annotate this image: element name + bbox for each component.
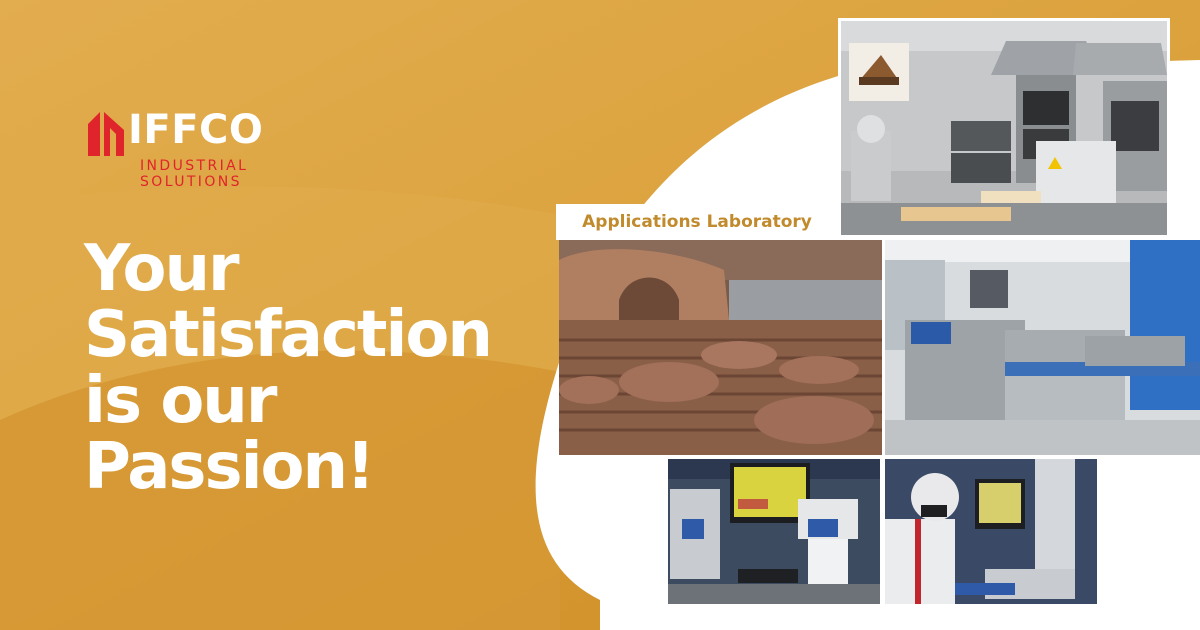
headline-line1: Your xyxy=(84,232,238,306)
photo-kitchen xyxy=(838,18,1170,238)
applications-laboratory-label: Applications Laboratory xyxy=(556,204,838,240)
headline xyxy=(84,232,544,504)
headline-line3: is our xyxy=(84,364,276,438)
brand-name: IFFCO xyxy=(128,107,264,153)
photo-enrobing-line xyxy=(885,240,1200,455)
headline-line2: Satisfaction xyxy=(84,298,491,372)
photo-chocolate-enrobing xyxy=(559,240,882,455)
iffco-logo[interactable] xyxy=(86,106,286,196)
brand-subtitle-line2: SOLUTIONS xyxy=(140,174,242,190)
iffco-arrow-mark-icon xyxy=(86,110,126,158)
photo-texture-analyzer xyxy=(668,459,880,604)
headline-line4: Passion! xyxy=(84,430,374,504)
photo-lab-technician xyxy=(885,459,1097,604)
brand-subtitle-line1: INDUSTRIAL xyxy=(140,158,249,174)
